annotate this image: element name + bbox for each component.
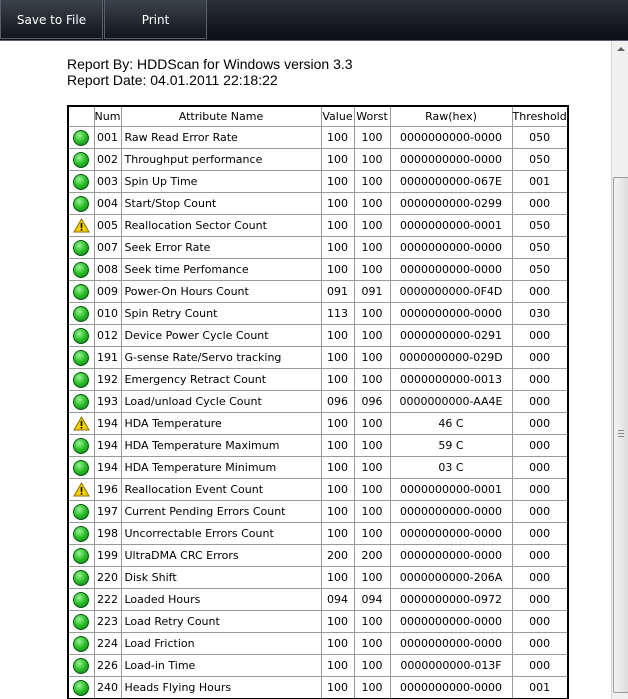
green-status-icon bbox=[73, 504, 89, 520]
table-row bbox=[68, 589, 568, 611]
attribute-name-cell: Start/Stop Count bbox=[121, 193, 321, 215]
threshold-cell: 000 bbox=[512, 589, 568, 611]
worst-cell: 100 bbox=[354, 435, 390, 457]
raw-cell: 0000000000-0000 bbox=[390, 523, 512, 545]
threshold-cell: 000 bbox=[512, 193, 568, 215]
num-cell: 240 bbox=[94, 677, 121, 699]
num-cell: 001 bbox=[94, 127, 121, 149]
green-status-icon bbox=[73, 658, 89, 674]
table-row bbox=[68, 215, 568, 237]
threshold-cell: 000 bbox=[512, 391, 568, 413]
raw-cell: 0000000000-0000 bbox=[390, 501, 512, 523]
value-cell: 100 bbox=[321, 347, 354, 369]
raw-cell: 0000000000-0001 bbox=[390, 215, 512, 237]
threshold-cell: 000 bbox=[512, 655, 568, 677]
save-to-file-button[interactable]: Save to File bbox=[0, 0, 103, 39]
table-row bbox=[68, 457, 568, 479]
value-cell: 100 bbox=[321, 171, 354, 193]
attribute-name-cell: Disk Shift bbox=[121, 567, 321, 589]
value-cell: 091 bbox=[321, 281, 354, 303]
status-cell bbox=[68, 281, 94, 303]
green-status-icon bbox=[73, 394, 89, 410]
attribute-name-cell: Load Retry Count bbox=[121, 611, 321, 633]
num-cell: 197 bbox=[94, 501, 121, 523]
worst-cell: 100 bbox=[354, 413, 390, 435]
status-cell bbox=[68, 435, 94, 457]
green-status-icon bbox=[73, 196, 89, 212]
attribute-name-cell: Load Friction bbox=[121, 633, 321, 655]
threshold-cell: 000 bbox=[512, 611, 568, 633]
status-cell bbox=[68, 501, 94, 523]
threshold-cell: 050 bbox=[512, 127, 568, 149]
attribute-name-cell: UltraDMA CRC Errors bbox=[121, 545, 321, 567]
green-status-icon bbox=[73, 680, 89, 696]
report-header bbox=[67, 56, 353, 88]
table-row bbox=[68, 281, 568, 303]
threshold-cell: 000 bbox=[512, 457, 568, 479]
value-cell: 100 bbox=[321, 457, 354, 479]
green-status-icon bbox=[73, 174, 89, 190]
value-cell: 100 bbox=[321, 127, 354, 149]
green-status-icon bbox=[73, 240, 89, 256]
worst-cell: 100 bbox=[354, 655, 390, 677]
table-row bbox=[68, 435, 568, 457]
green-status-icon bbox=[73, 262, 89, 278]
worst-cell: 100 bbox=[354, 347, 390, 369]
attribute-name-cell: Emergency Retract Count bbox=[121, 369, 321, 391]
status-cell bbox=[68, 633, 94, 655]
worst-cell: 100 bbox=[354, 127, 390, 149]
status-cell bbox=[68, 589, 94, 611]
threshold-cell: 030 bbox=[512, 303, 568, 325]
green-status-icon bbox=[73, 570, 89, 586]
attribute-name-cell: Seek time Perfomance bbox=[121, 259, 321, 281]
table-row bbox=[68, 611, 568, 633]
scroll-up-arrow[interactable] bbox=[612, 41, 628, 58]
worst-cell: 100 bbox=[354, 457, 390, 479]
attribute-name-cell: Throughput performance bbox=[121, 149, 321, 171]
threshold-cell: 050 bbox=[512, 237, 568, 259]
raw-cell: 46 C bbox=[390, 413, 512, 435]
worst-cell: 094 bbox=[354, 589, 390, 611]
worst-cell: 096 bbox=[354, 391, 390, 413]
num-cell: 005 bbox=[94, 215, 121, 237]
raw-column-header: Raw(hex) bbox=[390, 106, 512, 127]
status-cell bbox=[68, 259, 94, 281]
table-row bbox=[68, 413, 568, 435]
num-cell: 010 bbox=[94, 303, 121, 325]
table-row bbox=[68, 369, 568, 391]
value-cell: 100 bbox=[321, 237, 354, 259]
worst-cell: 100 bbox=[354, 303, 390, 325]
green-status-icon bbox=[73, 350, 89, 366]
status-cell bbox=[68, 611, 94, 633]
value-cell: 100 bbox=[321, 259, 354, 281]
warning-icon bbox=[73, 416, 90, 431]
green-status-icon bbox=[73, 284, 89, 300]
raw-cell: 0000000000-067E bbox=[390, 171, 512, 193]
raw-cell: 0000000000-0013 bbox=[390, 369, 512, 391]
attribute-name-cell: Power-On Hours Count bbox=[121, 281, 321, 303]
threshold-cell: 000 bbox=[512, 281, 568, 303]
worst-cell: 100 bbox=[354, 259, 390, 281]
attribute-name-cell: HDA Temperature bbox=[121, 413, 321, 435]
table-row bbox=[68, 171, 568, 193]
threshold-cell: 000 bbox=[512, 369, 568, 391]
threshold-cell: 000 bbox=[512, 501, 568, 523]
threshold-cell: 000 bbox=[512, 347, 568, 369]
value-cell: 100 bbox=[321, 611, 354, 633]
value-cell: 100 bbox=[321, 413, 354, 435]
report-view bbox=[0, 41, 611, 699]
value-cell: 100 bbox=[321, 149, 354, 171]
num-cell: 002 bbox=[94, 149, 121, 171]
worst-cell: 100 bbox=[354, 237, 390, 259]
worst-cell: 200 bbox=[354, 545, 390, 567]
worst-cell: 100 bbox=[354, 325, 390, 347]
value-cell: 100 bbox=[321, 523, 354, 545]
green-status-icon bbox=[73, 438, 89, 454]
status-cell bbox=[68, 171, 94, 193]
num-cell: 008 bbox=[94, 259, 121, 281]
attribute-name-cell: Raw Read Error Rate bbox=[121, 127, 321, 149]
status-cell bbox=[68, 193, 94, 215]
vertical-scrollbar[interactable] bbox=[611, 41, 628, 699]
num-cell: 012 bbox=[94, 325, 121, 347]
attribute-name-cell: HDA Temperature Minimum bbox=[121, 457, 321, 479]
num-cell: 192 bbox=[94, 369, 121, 391]
green-status-icon bbox=[73, 636, 89, 652]
value-cell: 100 bbox=[321, 325, 354, 347]
attribute-name-cell: G-sense Rate/Servo tracking bbox=[121, 347, 321, 369]
attribute-name-cell: Load/unload Cycle Count bbox=[121, 391, 321, 413]
green-status-icon bbox=[73, 152, 89, 168]
table-row bbox=[68, 303, 568, 325]
table-row bbox=[68, 347, 568, 369]
threshold-cell: 000 bbox=[512, 633, 568, 655]
status-cell bbox=[68, 413, 94, 435]
num-cell: 224 bbox=[94, 633, 121, 655]
green-status-icon bbox=[73, 614, 89, 630]
value-cell: 100 bbox=[321, 677, 354, 699]
table-row bbox=[68, 127, 568, 149]
table-row bbox=[68, 567, 568, 589]
worst-cell: 100 bbox=[354, 523, 390, 545]
threshold-column-header: Threshold bbox=[512, 106, 568, 127]
worst-cell: 100 bbox=[354, 567, 390, 589]
raw-cell: 0000000000-0000 bbox=[390, 611, 512, 633]
status-cell bbox=[68, 149, 94, 171]
table-row bbox=[68, 633, 568, 655]
value-cell: 100 bbox=[321, 479, 354, 501]
table-row bbox=[68, 479, 568, 501]
table-row bbox=[68, 391, 568, 413]
status-cell bbox=[68, 567, 94, 589]
raw-cell: 0000000000-0000 bbox=[390, 149, 512, 171]
worst-column-header: Worst bbox=[354, 106, 390, 127]
report-date: Report Date: 04.01.2011 22:18:22 bbox=[67, 72, 278, 88]
threshold-cell: 000 bbox=[512, 567, 568, 589]
attribute-name-cell: Reallocation Event Count bbox=[121, 479, 321, 501]
raw-cell: 0000000000-0F4D bbox=[390, 281, 512, 303]
scroll-thumb[interactable] bbox=[613, 177, 628, 693]
attribute-name-cell: Spin Up Time bbox=[121, 171, 321, 193]
green-status-icon bbox=[73, 460, 89, 476]
threshold-cell: 050 bbox=[512, 259, 568, 281]
worst-cell: 100 bbox=[354, 171, 390, 193]
threshold-cell: 000 bbox=[512, 545, 568, 567]
worst-cell: 100 bbox=[354, 215, 390, 237]
status-cell bbox=[68, 479, 94, 501]
raw-cell: 03 C bbox=[390, 457, 512, 479]
worst-cell: 091 bbox=[354, 281, 390, 303]
raw-cell: 0000000000-0000 bbox=[390, 633, 512, 655]
num-cell: 222 bbox=[94, 589, 121, 611]
value-cell: 096 bbox=[321, 391, 354, 413]
worst-cell: 100 bbox=[354, 479, 390, 501]
attribute-name-cell: Reallocation Sector Count bbox=[121, 215, 321, 237]
value-cell: 100 bbox=[321, 215, 354, 237]
status-cell bbox=[68, 347, 94, 369]
attribute-name-cell: Heads Flying Hours bbox=[121, 677, 321, 699]
attribute-name-cell: Current Pending Errors Count bbox=[121, 501, 321, 523]
num-cell: 194 bbox=[94, 435, 121, 457]
worst-cell: 100 bbox=[354, 611, 390, 633]
raw-cell: 59 C bbox=[390, 435, 512, 457]
num-cell: 199 bbox=[94, 545, 121, 567]
attribute-name-column-header: Attribute Name bbox=[121, 106, 321, 127]
worst-cell: 100 bbox=[354, 369, 390, 391]
table-header-row bbox=[68, 106, 568, 127]
status-cell bbox=[68, 369, 94, 391]
raw-cell: 0000000000-0972 bbox=[390, 589, 512, 611]
attribute-name-cell: Loaded Hours bbox=[121, 589, 321, 611]
status-cell bbox=[68, 127, 94, 149]
raw-cell: 0000000000-029D bbox=[390, 347, 512, 369]
num-cell: 004 bbox=[94, 193, 121, 215]
raw-cell: 0000000000-0000 bbox=[390, 545, 512, 567]
table-row bbox=[68, 655, 568, 677]
value-cell: 100 bbox=[321, 567, 354, 589]
status-cell bbox=[68, 391, 94, 413]
raw-cell: 0000000000-AA4E bbox=[390, 391, 512, 413]
table-row bbox=[68, 325, 568, 347]
raw-cell: 0000000000-0291 bbox=[390, 325, 512, 347]
report-by: Report By: HDDScan for Windows version 3.3 bbox=[67, 56, 353, 72]
num-cell: 003 bbox=[94, 171, 121, 193]
num-cell: 193 bbox=[94, 391, 121, 413]
value-cell: 100 bbox=[321, 501, 354, 523]
status-cell bbox=[68, 655, 94, 677]
warning-icon bbox=[73, 218, 90, 233]
attribute-name-cell: Device Power Cycle Count bbox=[121, 325, 321, 347]
table-row bbox=[68, 523, 568, 545]
raw-cell: 0000000000-0000 bbox=[390, 127, 512, 149]
raw-cell: 0000000000-0299 bbox=[390, 193, 512, 215]
green-status-icon bbox=[73, 548, 89, 564]
raw-cell: 0000000000-0000 bbox=[390, 303, 512, 325]
num-cell: 194 bbox=[94, 457, 121, 479]
worst-cell: 100 bbox=[354, 501, 390, 523]
raw-cell: 0000000000-0000 bbox=[390, 237, 512, 259]
green-status-icon bbox=[73, 592, 89, 608]
threshold-cell: 000 bbox=[512, 523, 568, 545]
smart-attributes-table bbox=[67, 105, 569, 699]
value-cell: 100 bbox=[321, 193, 354, 215]
num-cell: 191 bbox=[94, 347, 121, 369]
status-cell bbox=[68, 303, 94, 325]
status-cell bbox=[68, 457, 94, 479]
num-cell: 194 bbox=[94, 413, 121, 435]
num-cell: 226 bbox=[94, 655, 121, 677]
attribute-name-cell: Load-in Time bbox=[121, 655, 321, 677]
threshold-cell: 000 bbox=[512, 325, 568, 347]
status-column-header bbox=[68, 106, 94, 127]
status-cell bbox=[68, 237, 94, 259]
num-cell: 220 bbox=[94, 567, 121, 589]
status-cell bbox=[68, 545, 94, 567]
value-cell: 113 bbox=[321, 303, 354, 325]
attribute-name-cell: Uncorrectable Errors Count bbox=[121, 523, 321, 545]
toolbar bbox=[0, 0, 628, 41]
value-cell: 100 bbox=[321, 435, 354, 457]
value-cell: 100 bbox=[321, 369, 354, 391]
green-status-icon bbox=[73, 526, 89, 542]
status-cell bbox=[68, 523, 94, 545]
status-cell bbox=[68, 677, 94, 699]
status-cell bbox=[68, 325, 94, 347]
green-status-icon bbox=[73, 372, 89, 388]
table-row bbox=[68, 501, 568, 523]
worst-cell: 100 bbox=[354, 149, 390, 171]
raw-cell: 0000000000-0001 bbox=[390, 479, 512, 501]
print-button[interactable]: Print bbox=[104, 0, 207, 39]
value-column-header: Value bbox=[321, 106, 354, 127]
threshold-cell: 000 bbox=[512, 413, 568, 435]
warning-icon bbox=[73, 482, 90, 497]
worst-cell: 100 bbox=[354, 633, 390, 655]
attribute-name-cell: Seek Error Rate bbox=[121, 237, 321, 259]
table-row bbox=[68, 677, 568, 699]
attribute-name-cell: Spin Retry Count bbox=[121, 303, 321, 325]
num-column-header: Num bbox=[94, 106, 121, 127]
num-cell: 007 bbox=[94, 237, 121, 259]
threshold-cell: 050 bbox=[512, 215, 568, 237]
num-cell: 009 bbox=[94, 281, 121, 303]
raw-cell: 0000000000-206A bbox=[390, 567, 512, 589]
attribute-name-cell: HDA Temperature Maximum bbox=[121, 435, 321, 457]
table-row bbox=[68, 237, 568, 259]
value-cell: 200 bbox=[321, 545, 354, 567]
threshold-cell: 000 bbox=[512, 435, 568, 457]
threshold-cell: 050 bbox=[512, 149, 568, 171]
value-cell: 094 bbox=[321, 589, 354, 611]
raw-cell: 0000000000-0000 bbox=[390, 677, 512, 699]
worst-cell: 100 bbox=[354, 193, 390, 215]
value-cell: 100 bbox=[321, 655, 354, 677]
threshold-cell: 000 bbox=[512, 479, 568, 501]
threshold-cell: 001 bbox=[512, 171, 568, 193]
table-row bbox=[68, 545, 568, 567]
worst-cell: 100 bbox=[354, 677, 390, 699]
threshold-cell: 001 bbox=[512, 677, 568, 699]
num-cell: 196 bbox=[94, 479, 121, 501]
green-status-icon bbox=[73, 130, 89, 146]
raw-cell: 0000000000-0000 bbox=[390, 259, 512, 281]
status-cell bbox=[68, 215, 94, 237]
num-cell: 223 bbox=[94, 611, 121, 633]
num-cell: 198 bbox=[94, 523, 121, 545]
table-row bbox=[68, 193, 568, 215]
green-status-icon bbox=[73, 328, 89, 344]
table-row bbox=[68, 149, 568, 171]
value-cell: 100 bbox=[321, 633, 354, 655]
table-row bbox=[68, 259, 568, 281]
green-status-icon bbox=[73, 306, 89, 322]
raw-cell: 0000000000-013F bbox=[390, 655, 512, 677]
